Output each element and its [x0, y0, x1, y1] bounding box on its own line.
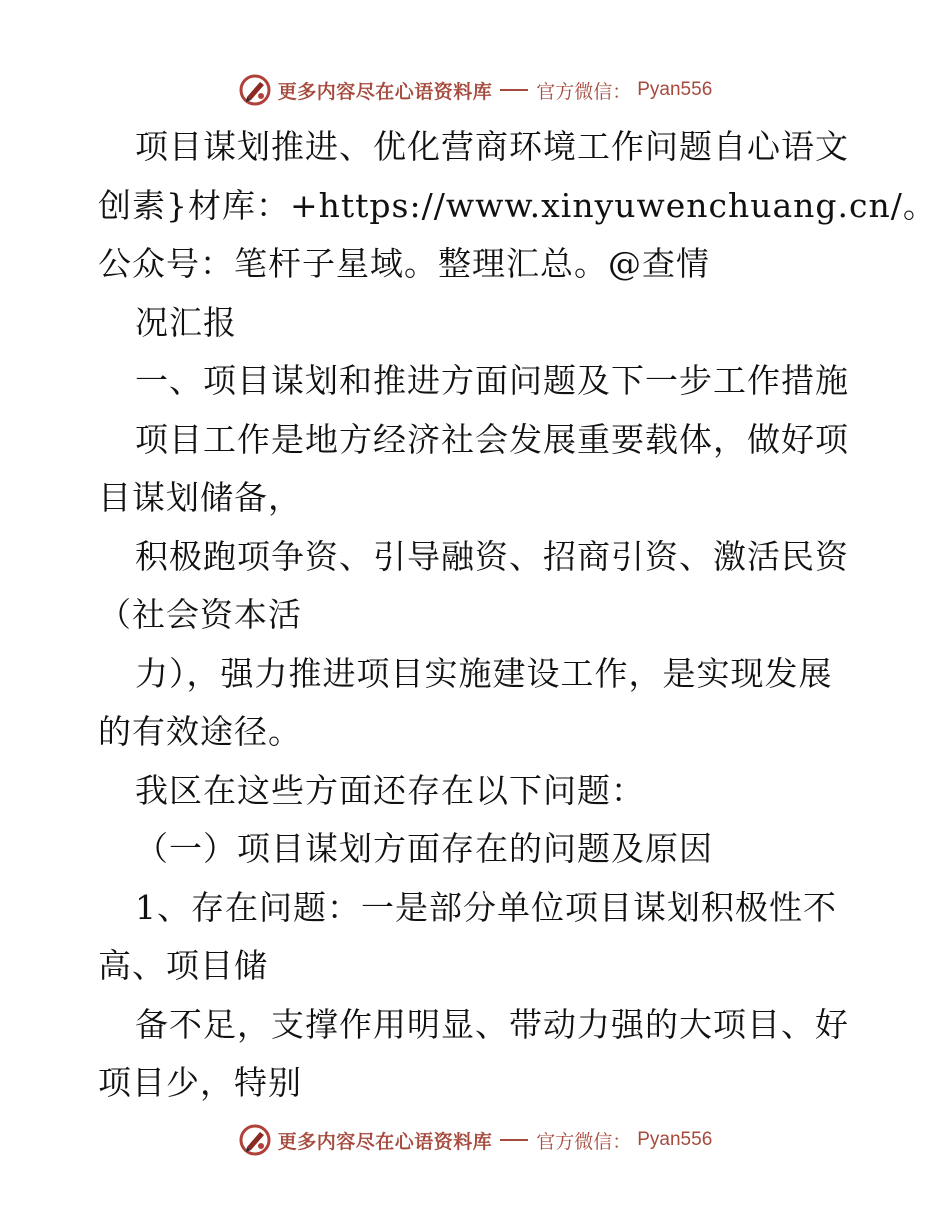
watermark-account: Pyan556	[637, 1129, 713, 1150]
text-line: 况汇报	[135, 302, 237, 342]
watermark-dash	[500, 89, 528, 91]
text-line: （社会资本活	[98, 595, 302, 634]
text-line: 积极跑项争资、引导融资、招商引资、激活民资	[135, 536, 849, 576]
pen-logo-icon	[238, 1123, 272, 1157]
watermark-brand: 更多内容尽在心语资料库	[277, 80, 493, 103]
document-body	[98, 118, 937, 1113]
text-line: 创素}材库：+https://www.xinyuwenchuang.cn/。	[98, 185, 937, 225]
footer-watermark	[0, 1120, 950, 1160]
text-line: 目谋划储备，	[98, 478, 302, 517]
text-line: 的有效途径。	[98, 712, 302, 751]
text-line: 项目谋划推进、优化营商环境工作问题自心语文	[135, 127, 849, 166]
watermark-channel: 官方微信：	[536, 1130, 632, 1153]
watermark-channel: 官方微信：	[536, 80, 632, 103]
pen-logo-icon	[238, 73, 272, 107]
header-watermark	[0, 70, 950, 110]
watermark-account: Pyan556	[637, 79, 713, 100]
watermark-brand: 更多内容尽在心语资料库	[277, 1130, 493, 1153]
text-line: 公众号：笔杆子星域。整理汇总。@查情	[98, 244, 710, 283]
text-line: 项目工作是地方经济社会发展重要载体，做好项	[135, 419, 849, 459]
watermark-dash	[500, 1139, 528, 1141]
section-heading: 一、项目谋划和推进方面问题及下一步工作措施	[135, 361, 849, 400]
text-line: 备不足，支撑作用明显、带动力强的大项目、好	[135, 1004, 849, 1044]
text-line: 高、项目储	[98, 946, 268, 985]
text-line: 力），强力推进项目实施建设工作，是实现发展	[135, 653, 833, 693]
text-line: 1、存在问题：一是部分单位项目谋划积极性不	[135, 887, 837, 927]
subsection-heading: （一）项目谋划方面存在的问题及原因	[135, 829, 713, 868]
text-line: 我区在这些方面还存在以下问题：	[135, 770, 645, 810]
text-line: 项目少，特别	[98, 1063, 302, 1102]
